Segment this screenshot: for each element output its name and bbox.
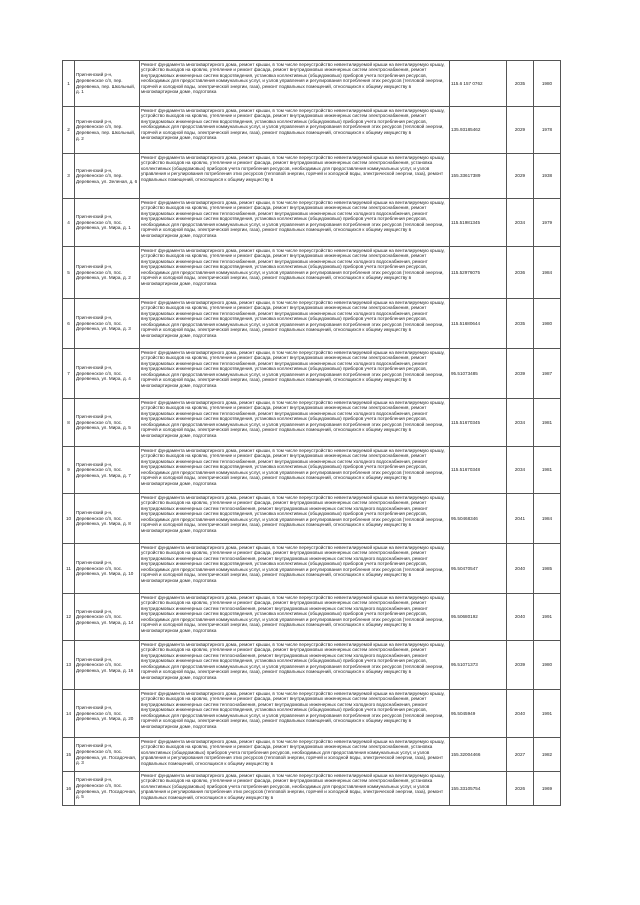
row-address: Пригненский р-н, Деревенское с/п, пос. Деревенка, ул. Мира, д. 20 xyxy=(75,690,140,738)
row-works: Ремонт фундамента многоквартирного дома, ремонт крыши, в том числе переустройство невентилируемой крыши на вентилируемую крышу, устройство выходов на кровлю, утепление и ремонт фасада, ремонт внутридомовых инженерных систем электроснабжения, ремонт внутридомовых инженерных систем теплоснабжения, ремонт внутридомовых инженерных систем холодного водоснабжения, ремонт внутридомовых инженерных систем водоотведения, установка коллективных (общедомовых) приборов учета потребления ресурсов, необходимых для предоставления коммунальных услуг, и узлов управления и регулирования потребления этих ресурсов (тепловой энергии, горячей и холодной воды, электрической энергии, газа), ремонт подвальных помещений, относящихся к общему имуществу в многоквартирном доме, подготовка xyxy=(140,199,450,247)
row-number: 8 xyxy=(63,399,75,447)
row-year-plan: 2034 xyxy=(507,447,534,494)
row-number: 5 xyxy=(63,247,75,299)
row-works: Ремонт фундамента многоквартирного дома, ремонт крыши, в том числе переустройство невентилируемой крыши на вентилируемую крышу, устройство выходов на кровлю, утепление и ремонт фасада, ремонт внутридомовых инженерных систем электроснабжения, ремонт внутридомовых инженерных систем водоотведения, установка коллективных (общедомовых) приборов учета потребления ресурсов, необходимых для предоставления коммунальных услуг, и узлов управления и регулирования потребления этих ресурсов (тепловой энергии, горячей и холодной воды, электрической энергии, газа), ремонт подвальных помещений, относящихся к общему имуществу в многоквартирном доме, подготовка xyxy=(140,61,450,107)
row-address: Пригненский р-н, Деревенское с/п, пос. Деревенка, ул. Мира, д. 7 xyxy=(75,447,140,494)
table-row xyxy=(63,399,561,447)
row-works: Ремонт фундамента многоквартирного дома, ремонт крыши, в том числе переустройство невентилируемой крыши на вентилируемую крышу, устройство выходов на кровлю, утепление и ремонт фасада, ремонт внутридомовых инженерных систем электроснабжения, установка коллективных (общедомовых) приборов учета потребления ресурсов, необходимых для предоставления коммунальных услуг, и узлов управления и регулирования потребления этих ресурсов (тепловой энергии, горячей и холодной воды, электрической энергии, газа), ремонт подвальных помещений, относящихся к общему имуществу в xyxy=(140,154,450,199)
row-year-built: 1978 xyxy=(534,107,561,154)
row-number: 9 xyxy=(63,447,75,494)
row-works: Ремонт фундамента многоквартирного дома, ремонт крыши, в том числе переустройство невентилируемой крыши на вентилируемую крышу, устройство выходов на кровлю, утепление и ремонт фасада, ремонт внутридомовых инженерных систем электроснабжения, ремонт внутридомовых инженерных систем теплоснабжения, ремонт внутридомовых инженерных систем холодного водоснабжения, ремонт внутридомовых инженерных систем водоотведения, установка коллективных (общедомовых) приборов учета потребления ресурсов, необходимых для предоставления коммунальных услуг, и узлов управления и регулирования потребления этих ресурсов (тепловой энергии, горячей и холодной воды, электрической энергии, газа), ремонт подвальных помещений, относящихся к общему имуществу в многоквартирном доме, подготовка xyxy=(140,594,450,641)
row-year-plan: 2040 xyxy=(507,690,534,738)
row-year-plan: 2039 xyxy=(507,349,534,399)
table-row xyxy=(63,594,561,641)
row-address: Пригненский р-н, Деревенское с/п, пос. Деревенка, ул. Мира, д. 3 xyxy=(75,299,140,349)
table-body xyxy=(63,61,561,806)
table-row xyxy=(63,349,561,399)
row-year-plan: 2035 xyxy=(507,61,534,107)
row-year-built: 1991 xyxy=(534,690,561,738)
row-works: Ремонт фундамента многоквартирного дома, ремонт крыши, в том числе переустройство невентилируемой крыши на вентилируемую крышу, устройство выходов на кровлю, утепление и ремонт фасада, ремонт внутридомовых инженерных систем электроснабжения, ремонт внутридомовых инженерных систем теплоснабжения, ремонт внутридомовых инженерных систем холодного водоснабжения, ремонт внутридомовых инженерных систем водоотведения, установка коллективных (общедомовых) приборов учета потребления ресурсов, необходимых для предоставления коммунальных услуг, и узлов управления и регулирования потребления этих ресурсов (тепловой энергии, горячей и холодной воды, электрической энергии, газа), ремонт подвальных помещений, относящихся к общему имуществу в многоквартирном доме, подготовка xyxy=(140,494,450,544)
row-year-plan: 2029 xyxy=(507,154,534,199)
row-year-built: 1981 xyxy=(534,447,561,494)
row-year-built: 1938 xyxy=(534,154,561,199)
row-year-plan: 2029 xyxy=(507,107,534,154)
row-year-plan: 2034 xyxy=(507,399,534,447)
table-row xyxy=(63,738,561,772)
row-address: Пригненский р-н, Деревенское с/п, пос. Деревенка, ул. Мира, д. 4 xyxy=(75,349,140,399)
table-row xyxy=(63,772,561,806)
table-row xyxy=(63,299,561,349)
row-year-plan: 2041 xyxy=(507,494,534,544)
row-works: Ремонт фундамента многоквартирного дома, ремонт крыши, в том числе переустройство невентилируемой крыши на вентилируемую крышу, устройство выходов на кровлю, утепление и ремонт фасада, ремонт внутридомовых инженерных систем электроснабжения, ремонт внутридомовых инженерных систем теплоснабжения, ремонт внутридомовых инженерных систем холодного водоснабжения, ремонт внутридомовых инженерных систем водоотведения, установка коллективных (общедомовых) приборов учета потребления ресурсов, необходимых для предоставления коммунальных услуг, и узлов управления и регулирования потребления этих ресурсов (тепловой энергии, горячей и холодной воды, электрической энергии, газа), ремонт подвальных помещений, относящихся к общему имуществу в многоквартирном доме, подготовка xyxy=(140,690,450,738)
table-row xyxy=(63,61,561,107)
table-row xyxy=(63,690,561,738)
table-row xyxy=(63,154,561,199)
row-number: 6 xyxy=(63,299,75,349)
row-year-built: 1982 xyxy=(534,738,561,772)
row-year-built: 1991 xyxy=(534,594,561,641)
row-area: 115.51670348 xyxy=(450,447,507,494)
row-year-built: 1980 xyxy=(534,61,561,107)
row-address: Пригненский р-н, Деревенское с/п, пос. Деревенка, ул. Мира, д. 14 xyxy=(75,594,140,641)
row-area: 115.6 157 0762 xyxy=(450,61,507,107)
row-works: Ремонт фундамента многоквартирного дома, ремонт крыши, в том числе переустройство невентилируемой крыши на вентилируемую крышу, устройство выходов на кровлю, утепление и ремонт фасада, ремонт внутридомовых инженерных систем электроснабжения, установка коллективных (общедомовых) приборов учета потребления ресурсов, необходимых для предоставления коммунальных услуг, и узлов управления и регулирования потребления этих ресурсов (тепловой энергии, горячей и холодной воды, электрической энергии, газа), ремонт подвальных помещений, относящихся к общему имуществу в xyxy=(140,772,450,806)
row-address: Пригненский р-н, Деревенское с/п, пос. Деревенка, ул. Мира, д. 5 xyxy=(75,399,140,447)
row-number: 13 xyxy=(63,641,75,690)
row-area: 95.51071373 xyxy=(450,641,507,690)
row-works: Ремонт фундамента многоквартирного дома, ремонт крыши, в том числе переустройство невентилируемой крыши на вентилируемую крышу, устройство выходов на кровлю, утепление и ремонт фасада, ремонт внутридомовых инженерных систем электроснабжения, ремонт внутридомовых инженерных систем теплоснабжения, ремонт внутридомовых инженерных систем холодного водоснабжения, ремонт внутридомовых инженерных систем водоотведения, установка коллективных (общедомовых) приборов учета потребления ресурсов, необходимых для предоставления коммунальных услуг, и узлов управления и регулирования потребления этих ресурсов (тепловой энергии, горячей и холодной воды, электрической энергии, газа), ремонт подвальных помещений, относящихся к общему имуществу в многоквартирном доме, подготовка xyxy=(140,349,450,399)
row-works: Ремонт фундамента многоквартирного дома, ремонт крыши, в том числе переустройство невентилируемой крыши на вентилируемую крышу, устройство выходов на кровлю, утепление и ремонт фасада, ремонт внутридомовых инженерных систем электроснабжения, ремонт внутридомовых инженерных систем теплоснабжения, ремонт внутридомовых инженерных систем холодного водоснабжения, ремонт внутридомовых инженерных систем водоотведения, установка коллективных (общедомовых) приборов учета потребления ресурсов, необходимых для предоставления коммунальных услуг, и узлов управления и регулирования потребления этих ресурсов (тепловой энергии, горячей и холодной воды, электрической энергии, газа), ремонт подвальных помещений, относящихся к общему имуществу в многоквартирном доме, подготовка xyxy=(140,399,450,447)
row-year-plan: 2039 xyxy=(507,641,534,690)
row-number: 7 xyxy=(63,349,75,399)
table-row xyxy=(63,447,561,494)
row-number: 15 xyxy=(63,738,75,772)
row-address: Пригненский р-н, Деревенское с/п, пос. Деревенка, ул. Мира, д. 1 xyxy=(75,199,140,247)
table-row xyxy=(63,199,561,247)
row-year-built: 1981 xyxy=(534,399,561,447)
row-area: 95.51073485 xyxy=(450,349,507,399)
row-number: 14 xyxy=(63,690,75,738)
table-row xyxy=(63,107,561,154)
row-works: Ремонт фундамента многоквартирного дома, ремонт крыши, в том числе переустройство невентилируемой крыши на вентилируемую крышу, устройство выходов на кровлю, утепление и ремонт фасада, ремонт внутридомовых инженерных систем электроснабжения, ремонт внутридомовых инженерных систем теплоснабжения, ремонт внутридомовых инженерных систем холодного водоснабжения, ремонт внутридомовых инженерных систем водоотведения, установка коллективных (общедомовых) приборов учета потребления ресурсов, необходимых для предоставления коммунальных услуг, и узлов управления и регулирования потребления этих ресурсов (тепловой энергии, горячей и холодной воды, электрической энергии, газа), ремонт подвальных помещений, относящихся к общему имуществу в многоквартирном доме, подготовка xyxy=(140,641,450,690)
row-number: 10 xyxy=(63,494,75,544)
row-number: 16 xyxy=(63,772,75,806)
row-year-built: 1984 xyxy=(534,247,561,299)
row-address: Пригненский р-н, Деревенское с/п, пер. Деревенка, ул. Зеленая, д. 6 xyxy=(75,154,140,199)
row-year-plan: 2040 xyxy=(507,594,534,641)
row-area: 95.5045949 xyxy=(450,690,507,738)
row-works: Ремонт фундамента многоквартирного дома, ремонт крыши, в том числе переустройство невентилируемой крыши на вентилируемую крышу, устройство выходов на кровлю, утепление и ремонт фасада, ремонт внутридомовых инженерных систем электроснабжения, ремонт внутридомовых инженерных систем теплоснабжения, ремонт внутридомовых инженерных систем холодного водоснабжения, ремонт внутридомовых инженерных систем водоотведения, установка коллективных (общедомовых) приборов учета потребления ресурсов, необходимых для предоставления коммунальных услуг, и узлов управления и регулирования потребления этих ресурсов (тепловой энергии, горячей и холодной воды, электрической энергии, газа), ремонт подвальных помещений, относящихся к общему имуществу в многоквартирном доме, подготовка xyxy=(140,299,450,349)
row-year-plan: 2027 xyxy=(507,738,534,772)
works-table xyxy=(62,60,561,806)
table-row xyxy=(63,641,561,690)
row-area: 115.51680644 xyxy=(450,299,507,349)
row-works: Ремонт фундамента многоквартирного дома, ремонт крыши, в том числе переустройство невентилируемой крыши на вентилируемую крышу, устройство выходов на кровлю, утепление и ремонт фасада, ремонт внутридомовых инженерных систем электроснабжения, установка коллективных (общедомовых) приборов учета потребления ресурсов, необходимых для предоставления коммунальных услуг, и узлов управления и регулирования потребления этих ресурсов (тепловой энергии, горячей и холодной воды, электрической энергии, газа), ремонт подвальных помещений, относящихся к общему имуществу в xyxy=(140,738,450,772)
row-address: Пригненский р-н, Деревенское с/п, пос. Деревенка, ул. Мира, д. 16 xyxy=(75,641,140,690)
row-year-built: 1985 xyxy=(534,544,561,594)
row-year-plan: 2035 xyxy=(507,299,534,349)
row-year-plan: 2036 xyxy=(507,247,534,299)
row-works: Ремонт фундамента многоквартирного дома, ремонт крыши, в том числе переустройство невентилируемой крыши на вентилируемую крышу, устройство выходов на кровлю, утепление и ремонт фасада, ремонт внутридомовых инженерных систем электроснабжения, ремонт внутридомовых инженерных систем теплоснабжения, ремонт внутридомовых инженерных систем холодного водоснабжения, ремонт внутридомовых инженерных систем водоотведения, установка коллективных (общедомовых) приборов учета потребления ресурсов, необходимых для предоставления коммунальных услуг, и узлов управления и регулирования потребления этих ресурсов (тепловой энергии, горячей и холодной воды, электрической энергии, газа), ремонт подвальных помещений, относящихся к общему имуществу в многоквартирном доме, подготовка xyxy=(140,247,450,299)
row-area: 115.52976075 xyxy=(450,247,507,299)
row-year-built: 1984 xyxy=(534,494,561,544)
row-address: Пригненский р-н, Деревенское с/п, пос. Деревенка, ул. Мира, д. 10 xyxy=(75,544,140,594)
row-address: Пригненский р-н, Деревенское с/п, пос. Деревенка, ул. Посадочная, д. 5 xyxy=(75,772,140,806)
row-year-built: 1987 xyxy=(534,349,561,399)
table-row xyxy=(63,247,561,299)
row-number: 2 xyxy=(63,107,75,154)
row-year-built: 1980 xyxy=(534,641,561,690)
row-address: Пригненский р-н, Деревенское с/п, пос. Деревенка, ул. Посадочная, д. 3 xyxy=(75,738,140,772)
row-number: 1 xyxy=(63,61,75,107)
row-area: 155.33105754 xyxy=(450,772,507,806)
row-area: 135.93185462 xyxy=(450,107,507,154)
row-works: Ремонт фундамента многоквартирного дома, ремонт крыши, в том числе переустройство невентилируемой крыши на вентилируемую крышу, устройство выходов на кровлю, утепление и ремонт фасада, ремонт внутридомовых инженерных систем электроснабжения, ремонт внутридомовых инженерных систем теплоснабжения, ремонт внутридомовых инженерных систем холодного водоснабжения, ремонт внутридомовых инженерных систем водоотведения, установка коллективных (общедомовых) приборов учета потребления ресурсов, необходимых для предоставления коммунальных услуг, и узлов управления и регулирования потребления этих ресурсов (тепловой энергии, горячей и холодной воды, электрической энергии, газа), ремонт подвальных помещений, относящихся к общему имуществу в многоквартирном доме, подготовка xyxy=(140,447,450,494)
row-works: Ремонт фундамента многоквартирного дома, ремонт крыши, в том числе переустройство невентилируемой крыши на вентилируемую крышу, устройство выходов на кровлю, утепление и ремонт фасада, ремонт внутридомовых инженерных систем электроснабжения, ремонт внутридомовых инженерных систем водоотведения, установка коллективных (общедомовых) приборов учета потребления ресурсов, необходимых для предоставления коммунальных услуг, и узлов управления и регулирования потребления этих ресурсов (тепловой энергии, горячей и холодной воды, электрической энергии, газа), ремонт подвальных помещений, относящихся к общему имуществу в многоквартирном доме, подготовка xyxy=(140,107,450,154)
row-year-built: 1980 xyxy=(534,299,561,349)
row-address: Пригненский р-н, Деревенское с/п, пос. Деревенка, ул. Мира, д. 2 xyxy=(75,247,140,299)
row-area: 95.50468346 xyxy=(450,494,507,544)
row-address: Пригненский р-н, Деревенское с/п, пос. Деревенка, ул. Мира, д. 8 xyxy=(75,494,140,544)
row-area: 115.51981345 xyxy=(450,199,507,247)
row-area: 155.33617389 xyxy=(450,154,507,199)
row-year-plan: 2034 xyxy=(507,199,534,247)
row-year-plan: 2026 xyxy=(507,772,534,806)
row-area: 115.51670345 xyxy=(450,399,507,447)
row-area: 95.50470547 xyxy=(450,544,507,594)
row-area: 95.50680192 xyxy=(450,594,507,641)
row-number: 3 xyxy=(63,154,75,199)
row-works: Ремонт фундамента многоквартирного дома, ремонт крыши, в том числе переустройство невентилируемой крыши на вентилируемую крышу, устройство выходов на кровлю, утепление и ремонт фасада, ремонт внутридомовых инженерных систем электроснабжения, ремонт внутридомовых инженерных систем теплоснабжения, ремонт внутридомовых инженерных систем холодного водоснабжения, ремонт внутридомовых инженерных систем водоотведения, установка коллективных (общедомовых) приборов учета потребления ресурсов, необходимых для предоставления коммунальных услуг, и узлов управления и регулирования потребления этих ресурсов (тепловой энергии, горячей и холодной воды, электрической энергии, газа), ремонт подвальных помещений, относящихся к общему имуществу в многоквартирном доме, подготовка xyxy=(140,544,450,594)
table-row xyxy=(63,544,561,594)
row-address: Пригненский р-н, Деревенское с/п, пер. Деревенка, пер. Школьный, д. 2 xyxy=(75,107,140,154)
row-number: 4 xyxy=(63,199,75,247)
row-year-built: 1979 xyxy=(534,199,561,247)
table-row xyxy=(63,494,561,544)
row-year-plan: 2040 xyxy=(507,544,534,594)
row-number: 12 xyxy=(63,594,75,641)
row-number: 11 xyxy=(63,544,75,594)
row-year-built: 1969 xyxy=(534,772,561,806)
row-area: 155.32004466 xyxy=(450,738,507,772)
row-address: Пригненский р-н, Деревенское с/п, пер. Деревенка, пер. Школьный, д. 1 xyxy=(75,61,140,107)
